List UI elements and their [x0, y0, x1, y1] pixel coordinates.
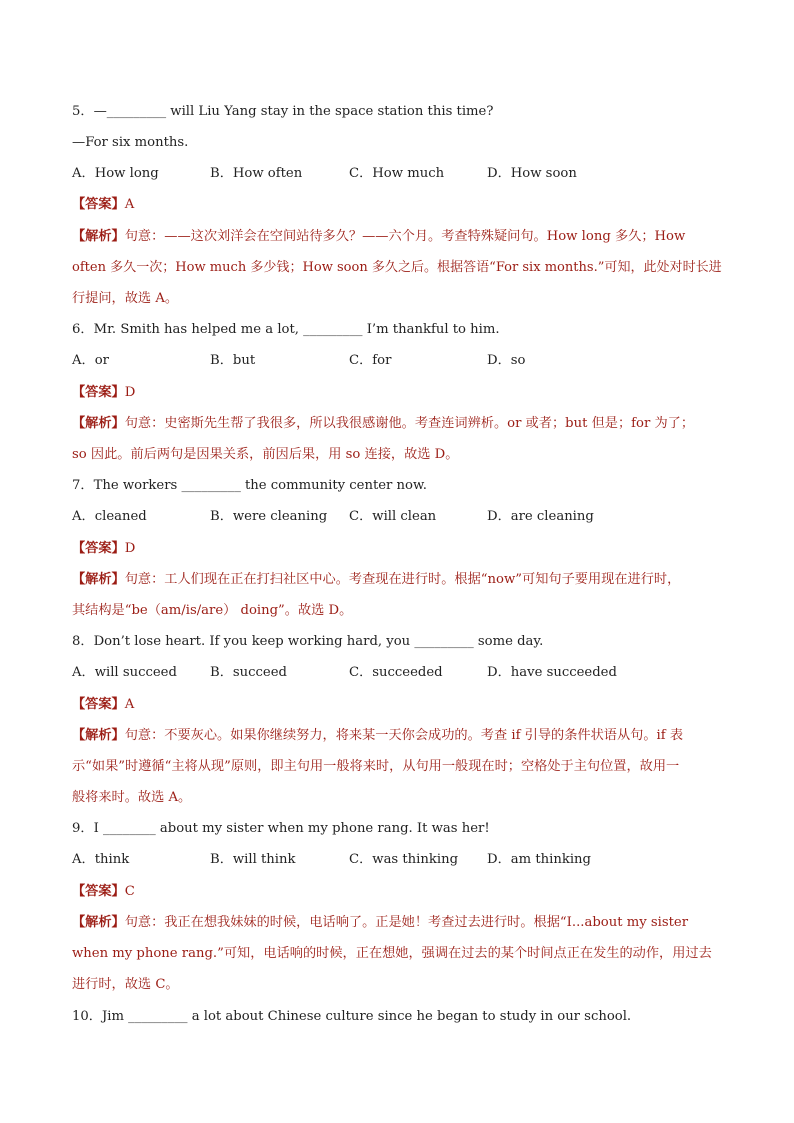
answer-tag: 【答案】 — [72, 541, 125, 556]
question-6-analysis-line-1 — [72, 415, 722, 433]
answer-tag: 【答案】 — [72, 385, 125, 400]
question-9-analysis-line-2: when my phone rang.”可知，电话响的时候，正在想她，强调在过去的某个时间点正在发生的动作，用过去 — [72, 946, 712, 961]
analysis-text: 句意：史密斯先生帮了我很多，所以我很感谢他。考查连词辨析。or 或者；but 但是；for 为了； — [124, 416, 695, 431]
question-8-option-b: B．succeed — [210, 665, 287, 680]
analysis-text: 句意：我正在想我妹妹的时候，电话响了。正是她！考查过去进行时。根据“I...about my sister — [124, 915, 688, 930]
question-7-analysis-line-1 — [72, 571, 722, 589]
question-5-option-d: D．How soon — [487, 166, 577, 181]
question-5-reply: —For six months. — [72, 135, 189, 150]
question-5-stem: 5．—_________ will Liu Yang stay in the space station this time? — [72, 104, 494, 119]
question-8-stem: 8．Don’t lose heart. If you keep working hard, you _________ some day. — [72, 634, 544, 649]
question-8-option-a: A．will succeed — [72, 665, 177, 680]
question-5-option-b: B．How often — [210, 166, 303, 181]
question-9-analysis-line-3: 进行时，故选 C。 — [72, 977, 179, 992]
question-6-answer — [72, 384, 722, 402]
question-9-option-b: B．will think — [210, 852, 296, 867]
question-9-option-d: D．am thinking — [487, 852, 591, 867]
answer-value: D — [124, 385, 136, 400]
answer-tag: 【答案】 — [72, 697, 125, 712]
analysis-tag: 【解析】 — [72, 915, 125, 930]
question-8-analysis-line-3: 般将来时。故选 A。 — [72, 790, 192, 805]
analysis-tag: 【解析】 — [72, 229, 125, 244]
question-6-option-b: B．but — [210, 353, 256, 368]
question-8-option-d: D．have succeeded — [487, 665, 617, 680]
answer-value: C — [124, 884, 135, 899]
question-5-analysis-line-2: often 多久一次；How much 多少钱；How soon 多久之后。根据答语“For six months.”可知，此处对时长进 — [72, 260, 722, 275]
question-9-answer — [72, 883, 722, 901]
question-9-analysis-line-1 — [72, 914, 722, 932]
answer-value: D — [124, 541, 136, 556]
question-6-option-a: A．or — [72, 353, 109, 368]
question-5-answer — [72, 196, 722, 214]
question-7-option-d: D．are cleaning — [487, 509, 594, 524]
question-7-option-c: C．will clean — [349, 509, 437, 524]
answer-value: A — [124, 697, 135, 712]
question-7-option-a: A．cleaned — [72, 509, 147, 524]
answer-value: A — [124, 197, 135, 212]
analysis-text: 句意：工人们现在正在打扫社区中心。考查现在进行时。根据“now”可知句子要用现在进行时， — [124, 572, 681, 587]
analysis-text: 句意：——这次刘洋会在空间站待多久？——六个月。考查特殊疑问句。How long 多久；How — [124, 229, 686, 244]
question-5-option-c: C．How much — [349, 166, 445, 181]
answer-tag: 【答案】 — [72, 197, 125, 212]
question-10-stem: 10．Jim _________ a lot about Chinese culture since he began to study in our school. — [72, 1009, 632, 1024]
question-8-answer — [72, 696, 722, 714]
question-5-analysis-line-1 — [72, 228, 722, 246]
question-7-answer — [72, 540, 722, 558]
analysis-tag: 【解析】 — [72, 572, 125, 587]
analysis-text: 句意：不要灰心。如果你继续努力，将来某一天你会成功的。考查 if 引导的条件状语从句。if 表 — [124, 728, 684, 743]
question-6-option-c: C．for — [349, 353, 392, 368]
question-9-option-a: A．think — [72, 852, 130, 867]
question-7-analysis-line-2: 其结构是“be（am/is/are） doing”。故选 D。 — [72, 603, 353, 618]
question-8-analysis-line-1 — [72, 727, 722, 745]
analysis-tag: 【解析】 — [72, 416, 125, 431]
question-6-analysis-line-2: so 因此。前后两句是因果关系，前因后果，用 so 连接，故选 D。 — [72, 447, 459, 462]
analysis-tag: 【解析】 — [72, 728, 125, 743]
answer-tag: 【答案】 — [72, 884, 125, 899]
question-6-option-d: D．so — [487, 353, 526, 368]
question-6-stem: 6．Mr. Smith has helped me a lot, _________ I’m thankful to him. — [72, 322, 500, 337]
question-5-option-a: A．How long — [72, 166, 159, 181]
question-8-analysis-line-2: 示“如果”时遵循“主将从现”原则，即主句用一般将来时，从句用一般现在时；空格处于主句位置，故用一 — [72, 759, 680, 774]
question-9-stem: 9．I ________ about my sister when my phone rang. It was her! — [72, 821, 490, 836]
question-7-option-b: B．were cleaning — [210, 509, 328, 524]
question-5-analysis-line-3: 行提问，故选 A。 — [72, 291, 179, 306]
question-8-option-c: C．succeeded — [349, 665, 443, 680]
question-7-stem: 7．The workers _________ the community center now. — [72, 478, 427, 493]
question-9-option-c: C．was thinking — [349, 852, 459, 867]
